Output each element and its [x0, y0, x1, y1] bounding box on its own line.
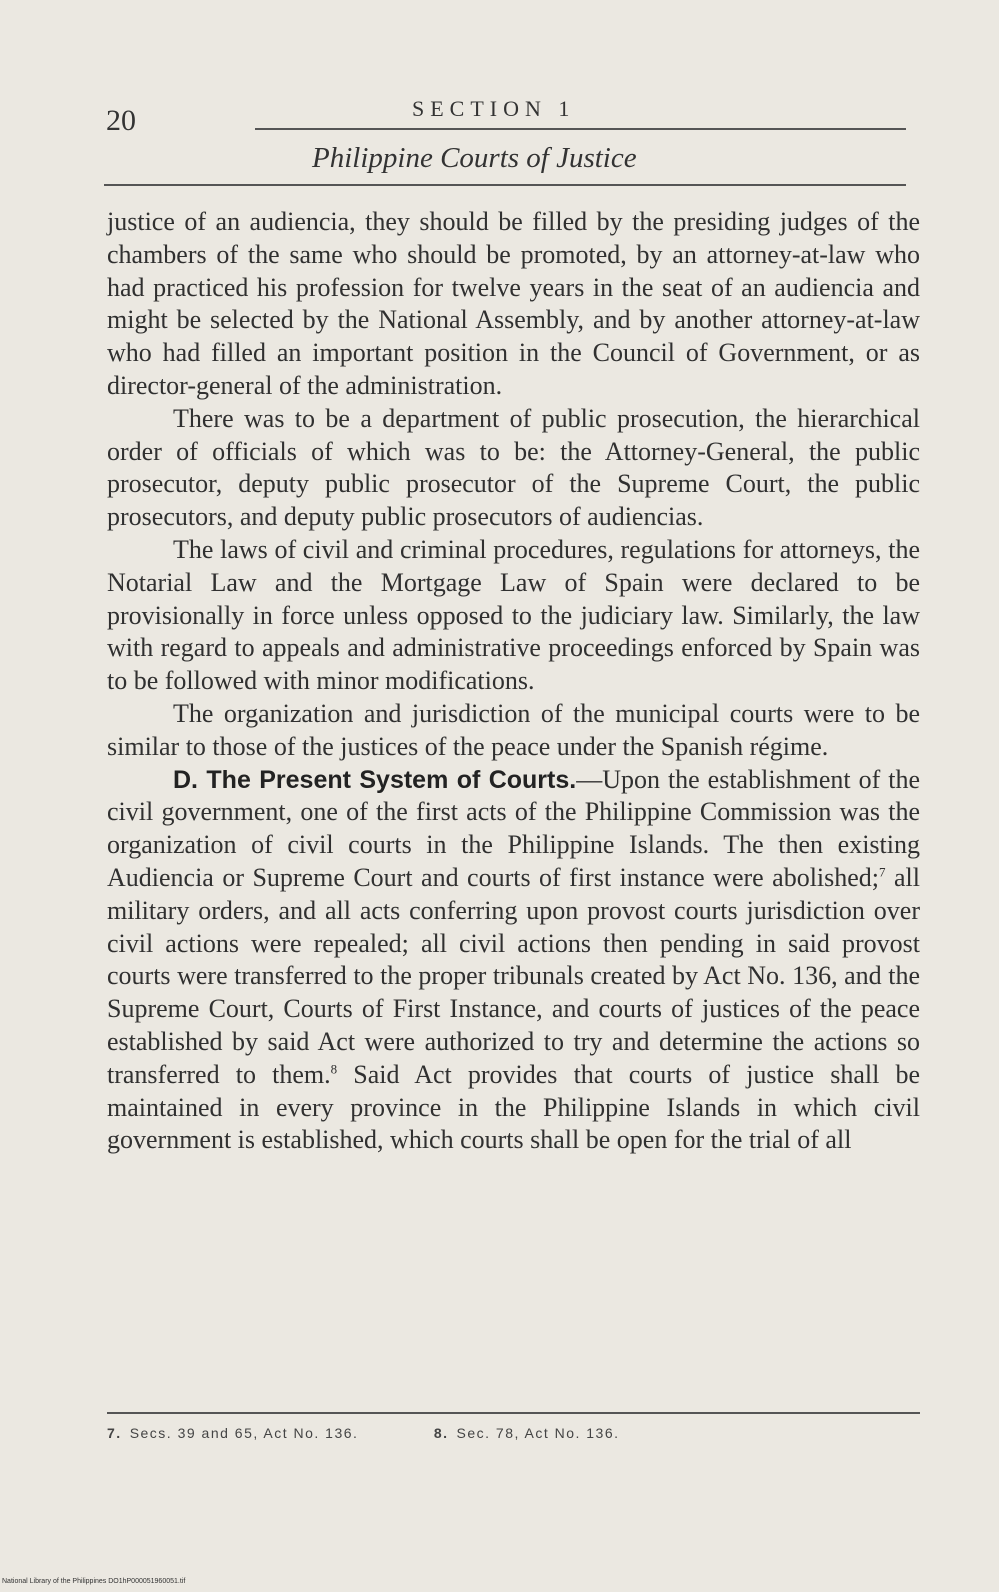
- section-d-text-3: Said Act provides that courts of justice shall be maintained in every province in the Philippine Islands in which civil government is established, which courts shall be open for the trial of all: [107, 1059, 920, 1155]
- body-text: [107, 206, 920, 1157]
- footnotes: [107, 1425, 920, 1441]
- paragraph-2: There was to be a department of public prosecution, the hierarchical order of officials of which was to be: the Attorney-General, the public prosecutor, deputy public prosecutor of the Supreme Court, the public prosecutors, and deputy public prosecutors of audiencias.: [107, 403, 920, 532]
- paragraph-section-d: [107, 764, 920, 1158]
- section-d-text-1: —Upon the establishment of the civil government, one of the first acts of the Philippine Commission was the organization of civil courts in the Philippine Islands. The then existing Audiencia or Supreme Court and courts of first instance were abolished;: [107, 764, 920, 892]
- section-d-text-2: all military orders, and all acts conferring upon provost courts jurisdiction over civil actions were repealed; all civil actions then pending in said provost courts were transferred to the proper tribunals created by Act No. 136, and the Supreme Court, Courts of First Instance, and courts of justices of the peace established by said Act were authorized to try and determine the actions so transferred to them.: [107, 862, 920, 1089]
- paragraph-1: justice of an audiencia, they should be filled by the presiding judges of the chambers of the same who should be promoted, by an attorney-at-law who had practiced his profession for twelve years in the seat of an audiencia and might be selected by the National Assembly, and by another attorney-at-law who had filled an important position in the Council of Government, or as director-general of the administration.: [107, 207, 920, 400]
- footnote-7-text: Secs. 39 and 65, Act No. 136.: [129, 1425, 359, 1441]
- footnote-ref-7: 7: [879, 864, 886, 880]
- running-title: Philippine Courts of Justice: [312, 142, 637, 174]
- footnote-8-text: Sec. 78, Act No. 136.: [456, 1425, 620, 1441]
- library-credit: National Library of the Philippines DO1hP000051960051.tif: [2, 1578, 186, 1585]
- footnote-7-number: 7.: [107, 1425, 122, 1441]
- header-rule-top: [255, 128, 906, 130]
- footnote-ref-8: 8: [330, 1061, 338, 1077]
- paragraph-3: The laws of civil and criminal procedures, regulations for attorneys, the Notarial Law and the Mortgage Law of Spain were declared to be provisionally in force unless opposed to the judiciary law. Similarly, the law with regard to appeals and administrative proceedings enforced by Spain was to be followed with minor modifications.: [107, 534, 920, 696]
- footnote-8-number: 8.: [433, 1425, 449, 1441]
- section-d-heading: D. The Present System of Courts.: [173, 765, 577, 794]
- header-rule-bottom: [104, 184, 906, 186]
- page-number: 20: [106, 104, 136, 137]
- section-label: SECTION 1: [412, 96, 576, 121]
- footnote-rule: [107, 1412, 920, 1414]
- paragraph-4: The organization and jurisdiction of the municipal courts were to be similar to those of the justices of the peace under the Spanish régime.: [107, 698, 920, 761]
